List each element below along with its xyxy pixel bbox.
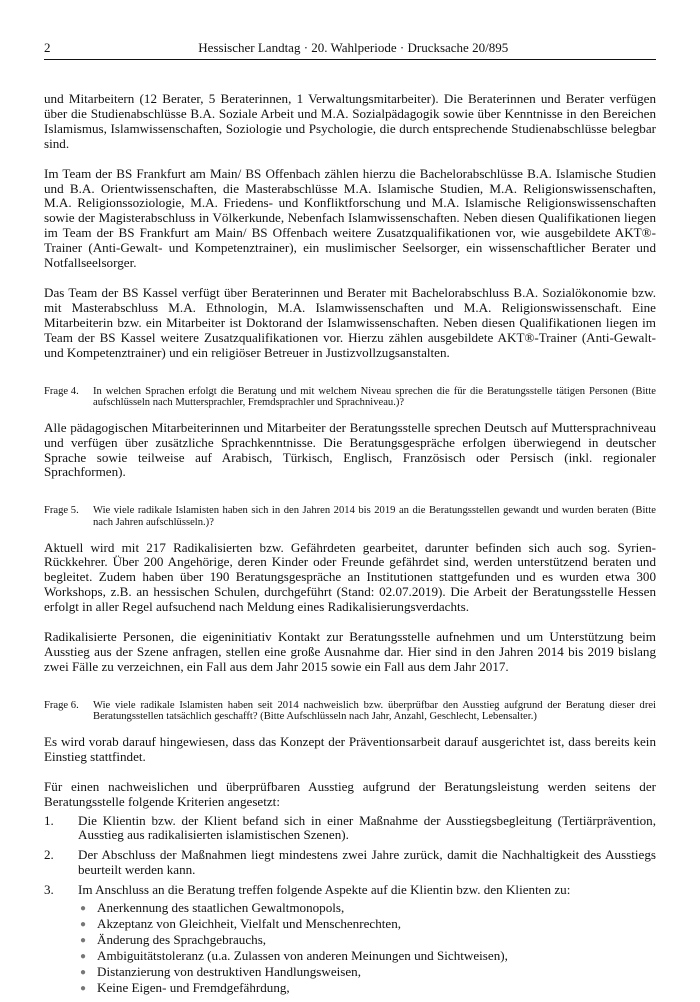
header-info: Hessischer Landtag · 20. Wahlperiode · Drucksache 20/895 <box>198 40 509 55</box>
criteria-text: Der Abschluss der Maßnahmen liegt mindestens zwei Jahre zurück, damit die Nachhaltigkeit des Ausstiegs beurteilt werden kann. <box>78 847 656 878</box>
aspect-text: Akzeptanz von Gleichheit, Vielfalt und Menschenrechten, <box>97 916 402 932</box>
paragraph: Das Team der BS Kassel verfügt über Beraterinnen und Berater mit Bachelorabschluss B.A. Sozialökonomie bzw. mit Masterabschluss M.A. Ethnologin, M.A. Islamwissenschaften und M.A. Religionswissenschaft. Eine Mitarbeiterin bzw. ein Mitarbeiter ist Doktorand der Islamwissenschaften. Neben diesen Qualifikationen liegen im Team der BS Kassel weitere Zusatzqualifikationen vor. Hierzu zählen ausgebildete AKT®-Trainer (Anti-Gewalt- und Kompetenztrainer) und ein religiöser Betreuer in Justizvollzugsanstalten. <box>44 284 656 360</box>
criteria-text: Die Klientin bzw. der Klient befand sich in einer Maßnahme der Ausstiegsbegleitung (Tertiärprävention, Ausstieg aus radikalisierten islamistischen Szenen). <box>78 812 656 843</box>
question-6 <box>44 700 656 723</box>
aspect-text: Keine Eigen- und Fremdgefährdung, <box>97 980 290 996</box>
question-label: Frage 5. <box>44 505 79 517</box>
criteria-item <box>44 848 656 878</box>
criteria-number: 1. <box>44 812 54 828</box>
question-text: In welchen Sprachen erfolgt die Beratung und mit welchem Niveau sprechen die für die Beratungsstelle tätigen Personen (Bitte aufschlüsseln nach Muttersprachler, Fremdsprachler und Sprachniveau.)? <box>93 385 656 409</box>
aspect-text: Änderung des Sprachgebrauchs, <box>97 932 267 948</box>
paragraph: Im Team der BS Frankfurt am Main/ BS Offenbach zählen hierzu die Bachelorabschlüsse B.A. Islamische Studien und B.A. Orientwissenschaften, die Masterabschlüsse M.A. Islamische Studien, M.A. Religionswissenschaften, M.A. Religionssoziologie, M.A. Friedens- und Konfliktforschung und M.A. Islamische Religionswissenschaften sowie der Magisterabschluss in Völkerkunde, Nebenfach Islamwissenschaften. Neben diesen Qualifikationen liegen im Team der BS Frankfurt am Main/ BS Offenbach weitere Zusatzqualifikationen vor, wie ausgebildete AKT®-Trainer (Anti-Gewalt- und Kompetenztrainer), ein muslimischer Seelsorger, ein wissenschaftlicher Berater und Notfallseelsorger. <box>44 165 656 271</box>
aspect-text: Anerkennung des staatlichen Gewaltmonopols, <box>97 900 345 916</box>
question-5 <box>44 505 656 528</box>
document-page <box>44 40 656 1002</box>
answer-paragraph: Aktuell wird mit 217 Radikalisierten bzw. Gefährdeten gearbeitet, darunter befinden sich auch sog. Syrien-Rückkehrer. Über 200 Angehörige, deren Kinder oder Freunde gefährdet sind, werden unterstützend beraten und begleitet. Zudem haben über 190 Beratungsgespräche an Institutionen stattgefunden und es wurden etwa 300 Workshops, z.B. an hessischen Schulen, durchgeführt (Stand: 02.07.2019). Die Arbeit der Beratungsstelle Hessen erfolgt in aller Regel aufsuchend nach Meldung eines Radikalisierungsverdachts. <box>44 539 656 615</box>
bullet-icon: ● <box>80 903 87 915</box>
aspect-item <box>78 933 656 948</box>
aspect-item <box>78 981 656 996</box>
criteria-text: Im Anschluss an die Beratung treffen folgende Aspekte auf die Klientin bzw. den Klienten zu: <box>78 882 571 898</box>
aspect-item <box>78 949 656 964</box>
criteria-number: 3. <box>44 882 54 898</box>
aspect-list <box>78 901 656 996</box>
criteria-body <box>78 883 656 997</box>
bullet-icon: ● <box>80 919 87 931</box>
page-number: 2 <box>44 40 51 55</box>
bullet-icon: ● <box>80 983 87 995</box>
aspect-text: Distanzierung von destruktiven Handlungsweisen, <box>97 964 362 980</box>
answer-paragraph: Es wird vorab darauf hingewiesen, dass das Konzept der Präventionsarbeit darauf ausgerichtet ist, dass bereits kein Einstieg stattfindet. <box>44 733 656 764</box>
bullet-icon: ● <box>80 935 87 947</box>
paragraph: und Mitarbeitern (12 Berater, 5 Beraterinnen, 1 Verwaltungsmitarbeiter). Die Beraterinnen und Berater verfügen über die Studienabschlüsse B.A. Soziale Arbeit und M.A. Sozialpädagogik sowie über Kenntnisse in den Bereichen Islamismus, Islamwissenschaften, Soziologie und Psychologie, die durch entsprechende Studienabschlüsse belegbar sind. <box>44 91 656 151</box>
aspect-text: Ambiguitätstoleranz (u.a. Zulassen von anderen Meinungen und Sichtweisen), <box>97 948 508 964</box>
criteria-item <box>44 883 656 997</box>
criteria-number: 2. <box>44 847 54 863</box>
aspect-item <box>78 965 656 980</box>
answer-paragraph: Radikalisierte Personen, die eigeninitiativ Kontakt zur Beratungsstelle aufnehmen und um Unterstützung beim Ausstieg aus der Szene anfragen, stellen eine große Ausnahme dar. Hier sind in den Jahren 2014 bis 2019 bislang zwei Fälle zu verzeichnen, ein Fall aus dem Jahr 2015 sowie ein Fall aus dem Jahr 2017. <box>44 629 656 674</box>
question-label: Frage 6. <box>44 699 79 711</box>
criteria-list <box>44 814 656 998</box>
question-label: Frage 4. <box>44 385 79 397</box>
question-4 <box>44 386 656 409</box>
answer-paragraph: Alle pädagogischen Mitarbeiterinnen und Mitarbeiter der Beratungsstelle sprechen Deutsch auf Muttersprachniveau und verfügen über zusätzliche Sprachkenntnisse. Die Beratungsgespräche erfolgen überwiegend in deutscher Sprache sowie teilweise auf Arabisch, Türkisch, Englisch, Französisch oder Persisch (inkl. regionaler Sprachformen). <box>44 419 656 480</box>
question-text: Wie viele radikale Islamisten haben sich in den Jahren 2014 bis 2019 an die Beratungsstellen gewandt und wurden beraten (Bitte nach Jahren aufschlüsseln.)? <box>93 505 656 528</box>
bullet-icon: ● <box>80 967 87 979</box>
answer-paragraph: Für einen nachweislichen und überprüfbaren Ausstieg aufgrund der Beratungsleistung werden seitens der Beratungsstelle folgende Kriterien angesetzt: <box>44 778 656 809</box>
criteria-item <box>44 814 656 844</box>
document-body <box>44 92 656 997</box>
aspect-item <box>78 901 656 916</box>
aspect-item <box>78 917 656 932</box>
bullet-icon: ● <box>80 951 87 963</box>
question-text: Wie viele radikale Islamisten haben seit 2014 nachweislich bzw. überprüfbar den Ausstieg aufgrund der Beratung dieser drei Beratungsstellen tatsächlich geschafft? (Bitte Aufschlüsseln nach Jahr, Anzahl, Geschlecht, Lebensalter.) <box>93 699 656 723</box>
page-header <box>44 40 656 60</box>
